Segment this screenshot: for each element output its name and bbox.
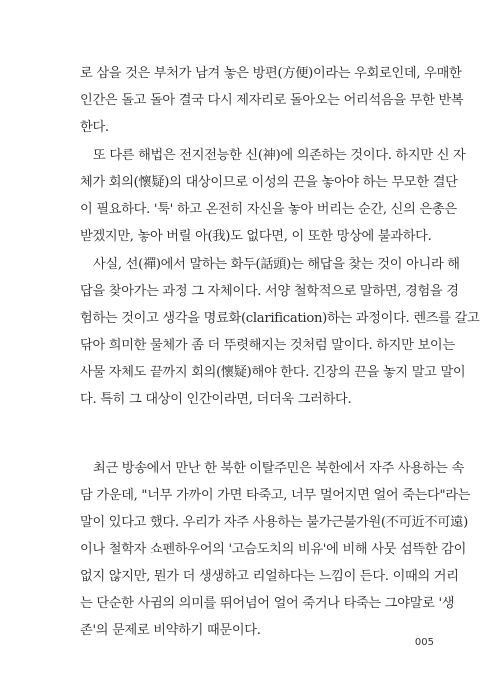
text-line: 는 단순한 사귐의 의미를 뛰어넘어 얼어 죽거나 타죽는 그야말로 '생 [80, 596, 455, 611]
text-line: 답을 찾아가는 과정 그 자체이다. 서양 철학적으로 말하면, 경험을 경 [80, 284, 459, 299]
text-line: 체가 회의(懷疑)의 대상이므로 이성의 끈을 놓아야 하는 무모한 결단 [80, 175, 458, 190]
text-line: 담 가운데, "너무 가까이 가면 타죽고, 너무 멀어지면 얼어 죽는다"라는 [80, 488, 471, 503]
paragraph-first-line: 사실, 선(禪)에서 말하는 화두(話頭)는 해답을 찾는 것이 아니라 해 [93, 257, 460, 272]
text-line: 로 삼을 것은 부처가 남겨 놓은 방편(方便)이라는 우회로인데, 우매한 [80, 66, 462, 81]
text-line: 다. 특히 그 대상이 인간이라면, 더더욱 그러하다. [80, 392, 352, 407]
text-line: 이나 철학자 쇼펜하우어의 '고슴도치의 비유'에 비해 사뭇 섬뜩한 감이 [80, 542, 467, 557]
text-line: 사물 자체도 끝까지 회의(懷疑)해야 한다. 긴장의 끈을 놓지 말고 말이 [80, 365, 466, 380]
text-line: 말이 있다고 했다. 우리가 자주 사용하는 불가근불가원(不可近不可遠) [80, 515, 468, 530]
text-line: 험하는 것이고 생각을 명료화(clarification)하는 과정이다. 렌즈를 갈고 [80, 311, 480, 326]
text-line: 받겠지만, 놓아 버릴 아(我)도 없다면, 이 또한 망상에 불과하다. [80, 229, 432, 244]
paragraph-first-line: 또 다른 해법은 전지전능한 신(神)에 의존하는 것이다. 하지만 신 자 [93, 148, 466, 163]
text-line: 한다. [80, 120, 109, 135]
text-line: 없지 않지만, 뭔가 더 생생하고 리얼하다는 느낌이 든다. 이때의 거리 [80, 569, 459, 584]
text-line: 인간은 돌고 돌아 결국 다시 제자리로 돌아오는 어리석음을 무한 반복 [80, 93, 464, 108]
text-line: 존'의 문제로 비약하기 때문이다. [80, 623, 261, 638]
paragraph-first-line: 최근 방송에서 만난 한 북한 이탈주민은 북한에서 자주 사용하는 속 [93, 461, 464, 476]
page-number: 005 [414, 637, 434, 648]
text-line: 닦아 희미한 물체가 좀 더 뚜렷해지는 것처럼 말이다. 하지만 보이는 [80, 338, 455, 353]
text-line: 이 필요하다. '툭' 하고 온전히 자신을 놓아 버리는 순간, 신의 은총은 [80, 202, 457, 217]
